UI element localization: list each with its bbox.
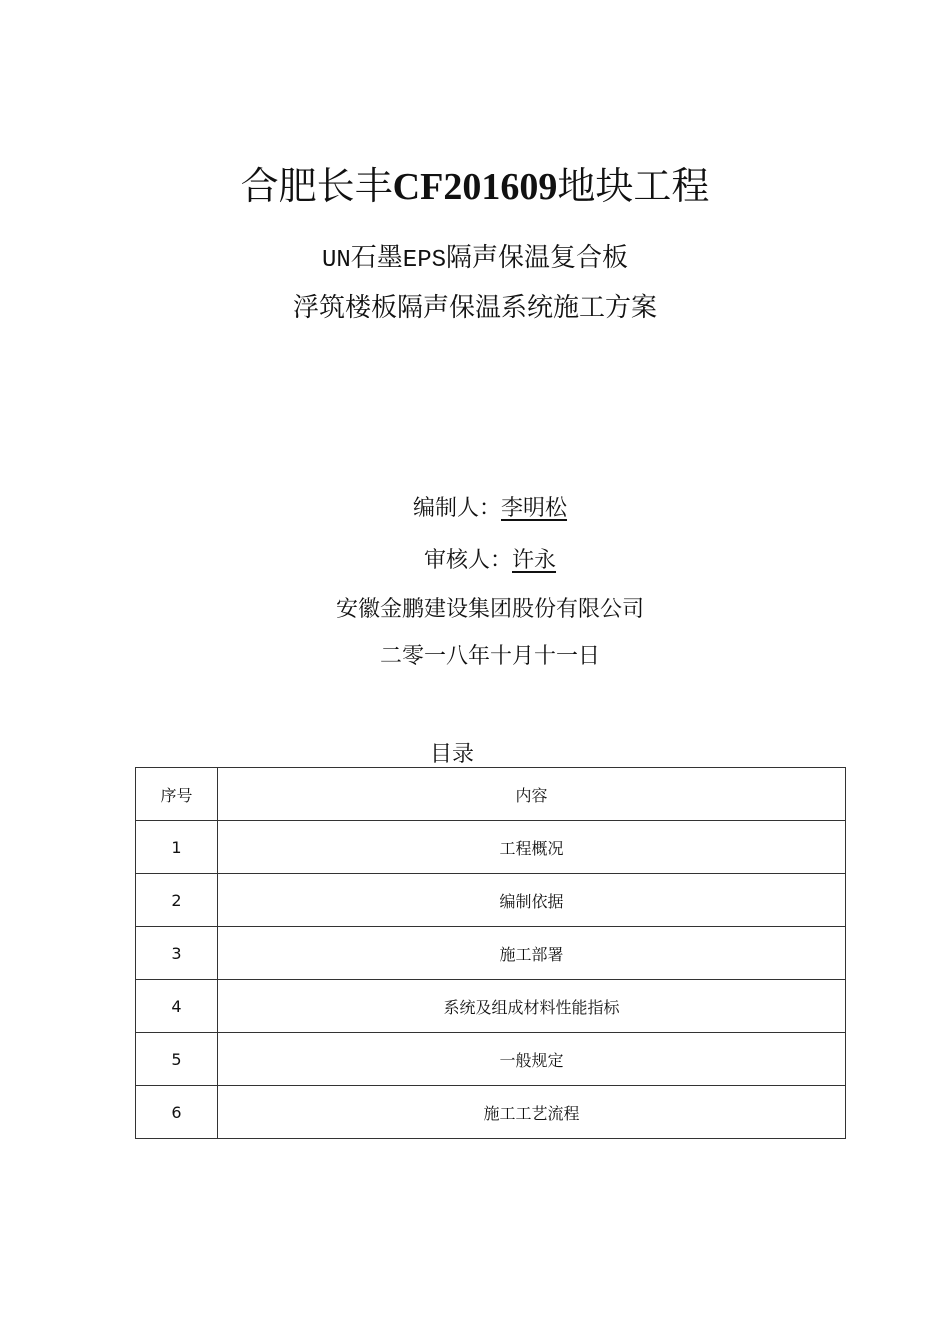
company-name: 安徽金鹏建设集团股份有限公司 [335,597,644,622]
toc-header-content: 内容 [218,768,846,821]
subtitle-latin-1: UN [321,247,351,274]
toc-row-content: 一般规定 [218,1033,846,1086]
subtitle-latin-2: EPS [402,247,447,274]
reviewer-label: 审核人： [423,548,512,573]
reviewer-name: 许永 [512,548,557,573]
toc-heading: 目录 [430,742,475,767]
toc-row-content: 施工部署 [218,927,846,980]
toc-header-row [136,768,846,821]
title-code: CF201609 [392,166,558,208]
toc-row-content: 编制依据 [218,874,846,927]
document-title [0,160,950,213]
toc-row-number: 2 [136,874,218,927]
title-prefix: 合肥长丰 [240,164,393,208]
toc-row-number: 5 [136,1033,218,1086]
toc-row [136,1033,846,1086]
compiler-name: 李明松 [501,496,568,521]
subtitle-part-2: 隔声保温复合板 [446,243,629,273]
toc-row-number: 1 [136,821,218,874]
toc-row-content: 系统及组成材料性能指标 [218,980,846,1033]
toc-row [136,874,846,927]
toc-row-number: 6 [136,1086,218,1139]
toc-row-content: 工程概况 [218,821,846,874]
toc-row [136,980,846,1033]
toc-table [135,767,846,1139]
toc-row-content: 施工工艺流程 [218,1086,846,1139]
document-date: 二零一八年十月十一日 [379,644,600,669]
title-suffix: 地块工程 [557,164,710,208]
toc-row [136,1086,846,1139]
compiler-label: 编制人： [412,496,501,521]
compiler-line [0,493,950,525]
toc-row [136,821,846,874]
reviewer-line [0,545,950,577]
toc-row-number: 4 [136,980,218,1033]
subtitle-line-2: 浮筑楼板隔声保温系统施工方案 [292,293,657,323]
toc-header-number: 序号 [136,768,218,821]
subtitle-line-1 [0,240,950,279]
subtitle-part-1: 石墨 [350,243,403,273]
toc-row-number: 3 [136,927,218,980]
toc-row [136,927,846,980]
